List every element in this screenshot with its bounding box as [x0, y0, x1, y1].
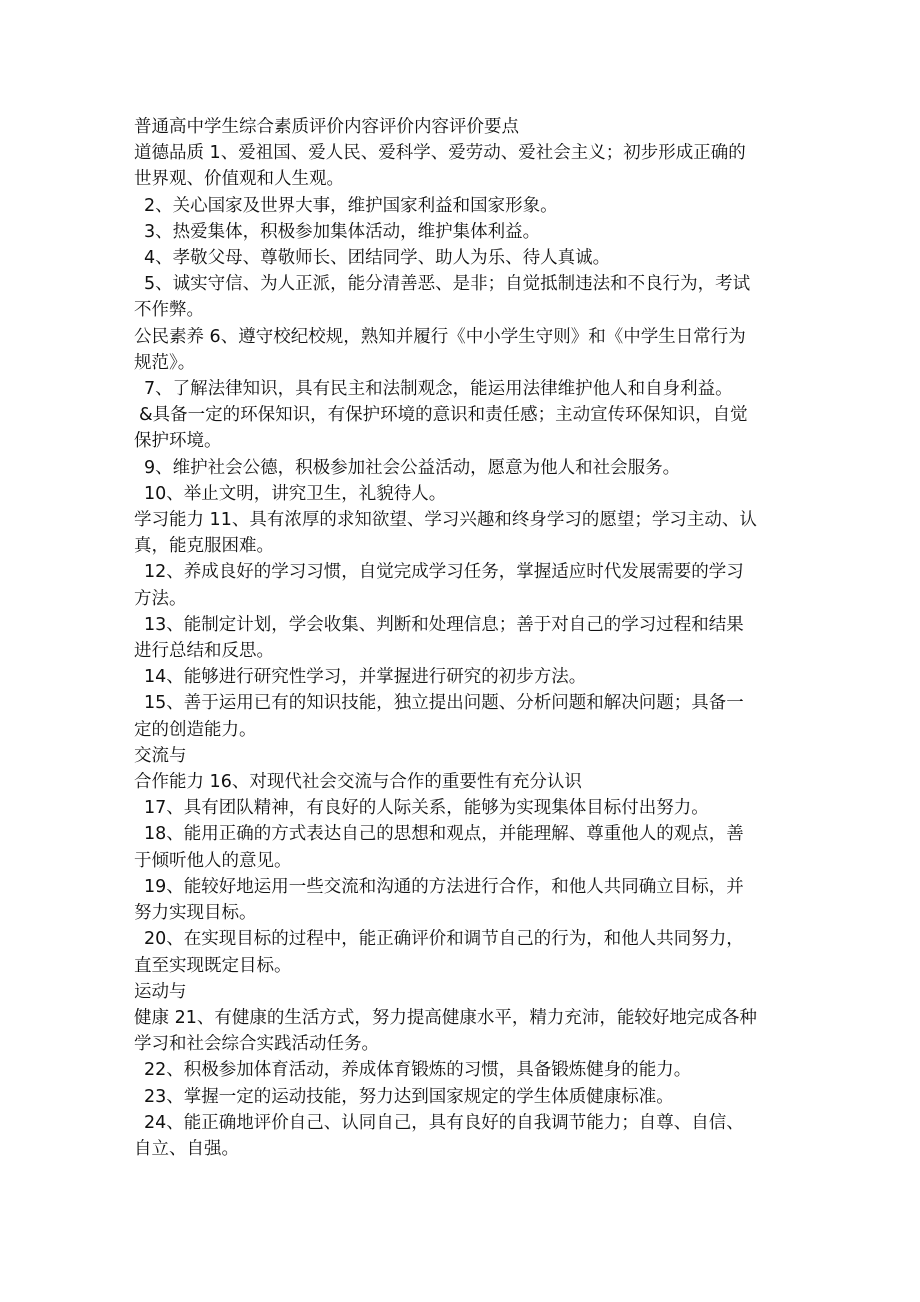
section-label: 运动与: [134, 981, 187, 1002]
text-line: 24、能正确地评价自己、认同自己，具有良好的自我调节能力；自尊、自信、: [144, 1112, 744, 1133]
text-line: 保护环境。: [134, 431, 222, 452]
text-line: 2、关心国家及世界大事，维护国家利益和国家形象。: [144, 195, 558, 216]
text-line: 方法。: [134, 588, 187, 609]
document-page: [134, 114, 794, 1162]
text-line: &具备一定的环保知识，有保护环境的意识和责任感；主动宣传环保知识，自觉: [139, 405, 748, 426]
text-line: 18、能用正确的方式表达自己的思想和观点，并能理解、尊重他人的观点，善: [144, 824, 744, 845]
text-line: 23、掌握一定的运动技能，努力达到国家规定的学生体质健康标准。: [144, 1086, 674, 1107]
text-line: 真，能克服困难。: [134, 536, 274, 557]
text-line: 15、善于运用已有的知识技能，独立提出问题、分析问题和解决问题；具备一: [144, 693, 744, 714]
text-line: 20、在实现目标的过程中，能正确评价和调节自己的行为，和他人共同努力，: [144, 929, 744, 950]
text-line: 直至实现既定目标。: [134, 955, 292, 976]
text-line: 健康 21、有健康的生活方式，努力提高健康水平，精力充沛，能较好地完成各种: [134, 1007, 757, 1028]
text-line: 公民素养 6、遵守校纪校规，熟知并履行《中小学生守则》和《中学生日常行为: [134, 326, 746, 347]
text-line: 定的创造能力。: [134, 719, 257, 740]
text-line: 4、孝敬父母、尊敬师长、团结同学、助人为乐、待人真诚。: [144, 248, 611, 269]
text-line: 学习和社会综合实践活动任务。: [134, 1034, 379, 1055]
text-line: 22、积极参加体育活动，养成体育锻炼的习惯，具备锻炼健身的能力。: [144, 1060, 692, 1081]
text-line: 13、能制定计划，学会收集、判断和处理信息；善于对自己的学习过程和结果: [144, 614, 744, 635]
text-line: 10、举止文明，讲究卫生，礼貌待人。: [144, 483, 447, 504]
text-line: 自立、自强。: [134, 1138, 239, 1159]
text-line: 规范》。: [134, 352, 196, 373]
text-line: 19、能较好地运用一些交流和沟通的方法进行合作，和他人共同确立目标，并: [144, 876, 744, 897]
text-line: 14、能够进行研究性学习，并掌握进行研究的初步方法。: [144, 667, 587, 688]
text-line: 不作弊。: [134, 300, 204, 321]
text-line: 12、养成良好的学习习惯，自觉完成学习任务，掌握适应时代发展需要的学习: [144, 562, 744, 583]
text-line: 努力实现目标。: [134, 903, 257, 924]
text-line: 世界观、价值观和人生观。: [134, 169, 344, 190]
text-line: 3、热爱集体，积极参加集体活动，维护集体利益。: [144, 221, 541, 242]
text-line: 17、具有团队精神，有良好的人际关系，能够为实现集体目标付出努力。: [144, 798, 709, 819]
text-line: 9、维护社会公德，积极参加社会公益活动，愿意为他人和社会服务。: [144, 457, 681, 478]
text-line: 学习能力 11、具有浓厚的求知欲望、学习兴趣和终身学习的愿望；学习主动、认: [134, 510, 757, 531]
text-line: 进行总结和反思。: [134, 641, 274, 662]
text-line: 5、诚实守信、为人正派，能分清善恶、是非；自觉抵制违法和不良行为，考试: [144, 274, 751, 295]
text-line: 7、了解法律知识，具有民主和法制观念，能运用法律维护他人和自身利益。: [144, 379, 733, 400]
text-line: 道德品质 1、爱祖国、爱人民、爱科学、爱劳动、爱社会主义；初步形成正确的: [134, 143, 746, 164]
text-line: 于倾听他人的意见。: [134, 850, 292, 871]
text-line: 合作能力 16、对现代社会交流与合作的重要性有充分认识: [134, 772, 582, 793]
document-title: 普通高中学生综合素质评价内容评价内容评价要点: [134, 117, 519, 137]
section-label: 交流与: [134, 745, 187, 766]
